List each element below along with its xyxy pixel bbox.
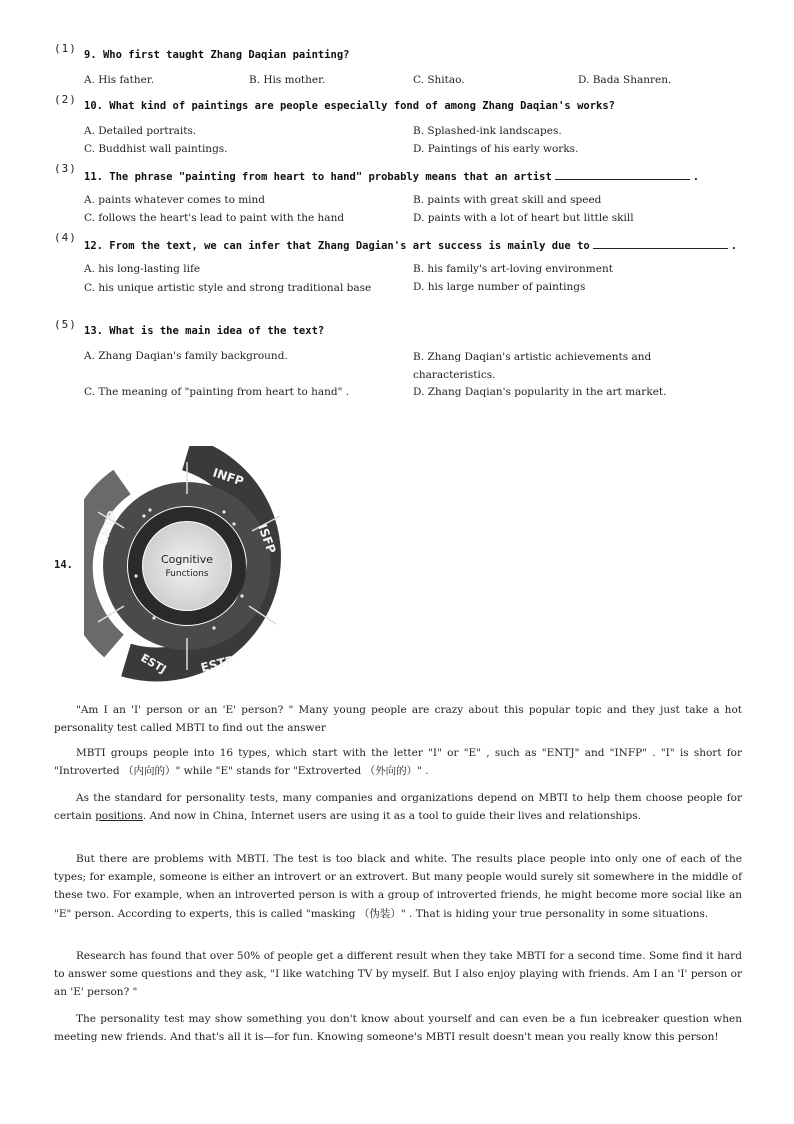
question-12-text: 12. From the text, we can infer that Zhang Dagian's art success is mainly due to bbox=[84, 240, 590, 252]
question-12-tail: . bbox=[730, 240, 738, 252]
figure-label-infp: INFP bbox=[211, 465, 246, 489]
question-11-tail: . bbox=[692, 171, 700, 183]
question-marker-3: (3) bbox=[54, 162, 77, 175]
q12-option-a[interactable]: A. his long-lasting life bbox=[84, 263, 201, 275]
question-marker-2: (2) bbox=[54, 93, 77, 106]
question-marker-5: (5) bbox=[54, 318, 77, 331]
q9-option-d[interactable]: D. Bada Shanren. bbox=[578, 74, 672, 86]
q11-option-c[interactable]: C. follows the heart's lead to paint with the hand bbox=[84, 212, 345, 224]
q11-option-a[interactable]: A. paints whatever comes to mind bbox=[84, 194, 266, 206]
q11-option-b[interactable]: B. paints with great skill and speed bbox=[413, 194, 602, 206]
underlined-word-positions: positions bbox=[95, 810, 143, 823]
figure-center-title-2: Functions bbox=[165, 569, 209, 579]
q12-option-b[interactable]: B. his family's art-loving environment bbox=[413, 263, 613, 275]
q13-option-d[interactable]: D. Zhang Daqian's popularity in the art market. bbox=[413, 386, 667, 398]
answer-blank[interactable] bbox=[555, 169, 690, 180]
q9-option-a[interactable]: A. His father. bbox=[84, 74, 155, 86]
figure-label-estp: ESTP bbox=[199, 653, 236, 675]
figure-label-isfp: ISFP bbox=[255, 522, 279, 556]
q11-option-d[interactable]: D. paints with a lot of heart but little skill bbox=[413, 212, 634, 224]
answer-blank[interactable] bbox=[593, 238, 728, 249]
question-11-text: 11. The phrase "painting from heart to hand" probably means that an artist bbox=[84, 171, 552, 183]
passage-paragraph-4: But there are problems with MBTI. The test is too black and white. The results place people into only one of each of the types; for example, someone is either an introvert or an extrovert. But many people would surely sit somewhere in the middle of these two. For example, when an introverted person is with a group of introverted friends, he might become more social like an "E" person. According to experts, this is called "masking （伪装）" . That is hiding your true personality in some situations. bbox=[54, 853, 742, 920]
q12-option-c[interactable] bbox=[84, 279, 394, 297]
passage-paragraph-5: Research has found that over 50% of people get a different result when they take MBTI for a second time. Some find it hard to answer some questions and they ask, "I like watching TV by myself. But I also enjoy playing with friends. Am I an 'I' person or an 'E' person? " bbox=[54, 950, 742, 999]
passage-paragraph-6: The personality test may show something you don't know about yourself and can even be a fun icebreaker question when meeting new friends. And that's all it is—for fun. Knowing someone's MBTI result doesn't mean you really know this person! bbox=[54, 1013, 742, 1044]
q9-option-b[interactable]: B. His mother. bbox=[249, 74, 326, 86]
center-disc bbox=[143, 522, 231, 610]
question-14-number: 14. bbox=[54, 559, 73, 571]
question-11-stem bbox=[84, 169, 699, 183]
q13-option-a[interactable]: A. Zhang Daqian's family background. bbox=[84, 350, 288, 362]
q10-option-d[interactable]: D. Paintings of his early works. bbox=[413, 143, 579, 155]
q12-option-d[interactable]: D. his large number of paintings bbox=[413, 281, 586, 293]
cognitive-functions-figure bbox=[84, 446, 290, 684]
passage-paragraph-1: "Am I an 'I' person or an 'E' person? " Many young people are crazy about this popular topic and they just take a hot personality test called MBTI to find out the answer bbox=[54, 704, 742, 735]
q9-option-c[interactable]: C. Shitao. bbox=[413, 74, 465, 86]
q13-option-c[interactable]: C. The meaning of "painting from heart to hand" . bbox=[84, 386, 350, 398]
question-marker-4: (4) bbox=[54, 231, 77, 244]
question-marker-1: (1) bbox=[54, 42, 77, 55]
figure-label-entp: ENTP bbox=[95, 509, 120, 547]
passage-paragraph-3-before: As the standard for personality tests, many companies and organizations depend on MBTI to help them choose people for certain bbox=[54, 792, 742, 823]
q10-option-b[interactable]: B. Splashed-ink landscapes. bbox=[413, 125, 562, 137]
question-12-stem bbox=[84, 238, 737, 252]
q10-option-a[interactable]: A. Detailed portraits. bbox=[84, 125, 197, 137]
question-10-stem: 10. What kind of paintings are people especially fond of among Zhang Daqian's works? bbox=[84, 100, 616, 112]
q12-option-c-text: C. his unique artistic style and strong traditional base bbox=[84, 282, 372, 294]
q10-option-c[interactable]: C. Buddhist wall paintings. bbox=[84, 143, 228, 155]
figure-label-estj: ESTJ bbox=[138, 651, 169, 677]
passage-paragraph-3 bbox=[54, 789, 742, 825]
q13-option-b[interactable]: B. Zhang Daqian's artistic achievements and characteristics. bbox=[413, 351, 652, 381]
figure-center-title-1: Cognitive bbox=[160, 553, 214, 566]
question-13-stem: 13. What is the main idea of the text? bbox=[84, 325, 325, 337]
passage-paragraph-3-after: . And now in China, Internet users are using it as a tool to guide their lives and relationships. bbox=[142, 810, 641, 823]
passage-paragraph-2: MBTI groups people into 16 types, which start with the letter "I" or "E" , such as "ENTJ" and "INFP" . "I" is short for "Introverted （内向的）" while "E" stands for "Extroverted （外向的）" . bbox=[54, 747, 742, 778]
question-9-stem: 9. Who first taught Zhang Daqian painting? bbox=[84, 49, 350, 61]
